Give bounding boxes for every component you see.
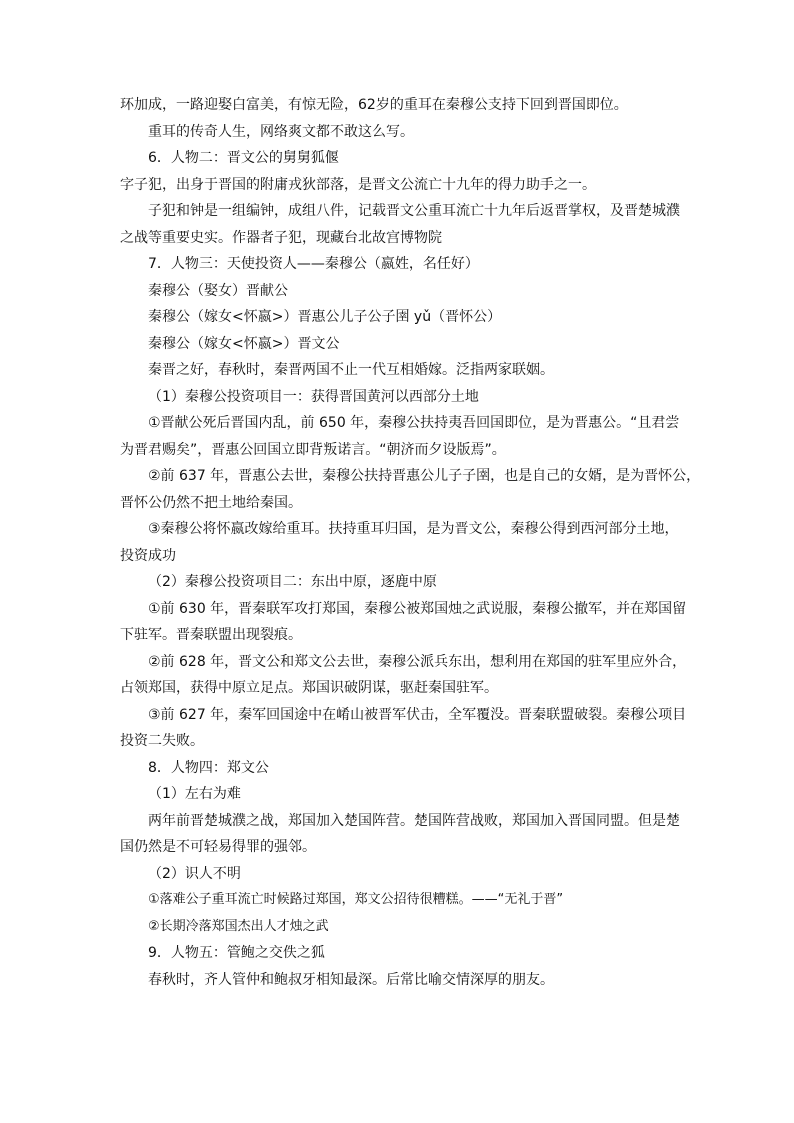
- text-line: 春秋时，齐人管仲和鲍叔牙相知最深。后常比喻交情深厚的朋友。: [148, 971, 554, 988]
- text-line: 子犯和钟是一组编钟，成组八件，记载晋文公重耳流亡十九年后返晋掌权，及晋楚城濮: [148, 203, 680, 219]
- text-line: 秦穆公（娶女）晋献公: [148, 282, 288, 299]
- text-line: ①前 630 年，晋秦联军攻打郑国，秦穆公被郑国烛之武说服，秦穆公撤军，并在郑国留: [148, 600, 687, 617]
- text-line: 两年前晋楚城濮之战，郑国加入楚国阵营。楚国阵营战败，郑国加入晋国同盟。但是楚: [148, 812, 680, 829]
- subsection-heading: （2）秦穆公投资项目二：东出中原，逐鹿中原: [148, 574, 437, 590]
- section-heading: 8．人物四：郑文公: [148, 759, 269, 776]
- text-line: 为晋君赐矣”，晋惠公回国立即背叛诺言。“朝济而夕设版焉”。: [120, 441, 506, 458]
- text-line: ③秦穆公将怀嬴改嫁给重耳。扶持重耳归国，是为晋文公，秦穆公得到西河部分土地，: [148, 521, 679, 537]
- subsection-heading: （2）识人不明: [148, 865, 241, 882]
- text-line: 字子犯，出身于晋国的附庸戎狄部落，是晋文公流亡十九年的得力助手之一。: [120, 176, 596, 193]
- document-page: [120, 92, 701, 993]
- subsection-heading: （1）秦穆公投资项目一：获得晋国黄河以西部分土地: [148, 388, 479, 405]
- text-line: 投资二失败。: [120, 733, 204, 749]
- text-line: ①晋献公死后晋国内乱，前 650 年，秦穆公扶持夷吾回国即位，是为晋惠公。“且君尝: [148, 415, 680, 431]
- text-line: ①落难公子重耳流亡时候路过郑国，郑文公招待很糟糕。——“无礼于晋”: [148, 892, 564, 907]
- text-line: ②长期冷落郑国杰出人才烛之武: [148, 918, 329, 934]
- text-line: 占领郑国，获得中原立足点。郑国识破阴谋，驱赶秦国驻军。: [120, 680, 498, 696]
- text-line: 国仍然是不可轻易得罪的强邻。: [120, 839, 316, 855]
- text-line: 重耳的传奇人生，网络爽文都不敢这么写。: [148, 123, 414, 140]
- text-line: 之战等重要史实。作器者子犯，现藏台北故宫博物院: [120, 229, 442, 246]
- text-line: 秦穆公（嫁女<怀嬴>）晋文公: [148, 335, 340, 352]
- text-line: ③前 627 年，秦军回国途中在崤山被晋军伏击，全军覆没。晋秦联盟破裂。秦穆公项目: [148, 706, 687, 723]
- text-line: ②前 637 年，晋惠公去世，秦穆公扶持晋惠公儿子子圉，也是自己的女婿，是为晋怀公，: [148, 468, 701, 484]
- section-heading: 9．人物五：管鲍之交佚之狐: [148, 945, 325, 961]
- subsection-heading: （1）左右为难: [148, 786, 241, 802]
- text-line: 投资成功: [120, 547, 176, 564]
- text-line: 环加成，一路迎娶白富美，有惊无险，62岁的重耳在秦穆公支持下回到晋国即位。: [120, 97, 628, 113]
- text-line: 秦穆公（嫁女<怀嬴>）晋惠公儿子公子圉 yǔ（晋怀公）: [148, 309, 502, 325]
- text-line: 晋怀公仍然不把土地给秦国。: [120, 494, 302, 511]
- text-line: ②前 628 年，晋文公和郑文公去世，秦穆公派兵东出，想利用在郑国的驻军里应外合，: [148, 653, 687, 670]
- section-heading: 6．人物二：晋文公的舅舅狐偃: [148, 150, 339, 166]
- section-heading: 7．人物三：天使投资人——秦穆公（嬴姓，名任好）: [148, 256, 479, 272]
- text-line: 秦晋之好，春秋时，秦晋两国不止一代互相婚嫁。泛指两家联姻。: [148, 362, 554, 378]
- text-line: 下驻军。晋秦联盟出现裂痕。: [120, 627, 302, 643]
